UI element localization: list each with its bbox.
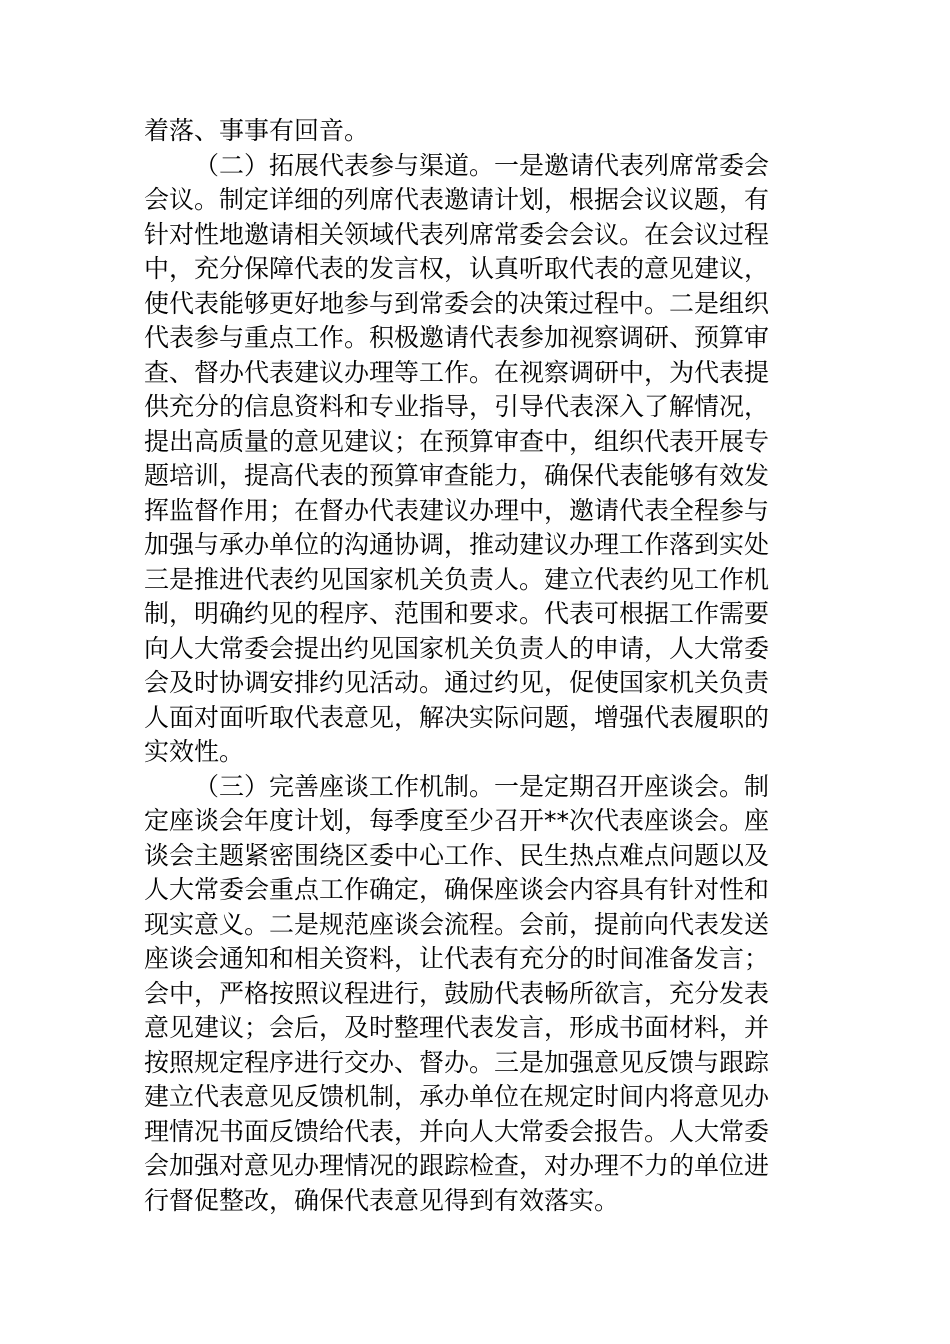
text-line: 人面对面听取代表意见，解决实际问题，增强代表履职的 [144, 702, 770, 732]
text-line: 实效性。 [144, 737, 245, 766]
text-line: 行督促整改，确保代表意见得到有效落实。 [144, 1185, 620, 1215]
text-line: 题培训，提高代表的预算审查能力，确保代表能够有效发 [144, 461, 770, 490]
text-line: 按照规定程序进行交办、督办。三是加强意见反馈与跟踪 [144, 1047, 770, 1077]
text-line: 现实意义。二是规范座谈会流程。会前，提前向代表发送 [144, 909, 770, 939]
text-line: 会及时协调安排约见活动。通过约见，促使国家机关负责 [144, 668, 770, 697]
text-line: 使代表能够更好地参与到常委会的决策过程中。二是组织 [144, 288, 770, 318]
text-line: 会议。制定详细的列席代表邀请计划，根据会议议题，有 [144, 185, 770, 214]
text-line: 三是推进代表约见国家机关负责人。建立代表约见工作机 [144, 564, 770, 594]
paragraph-first-line: （三）完善座谈工作机制。一是定期召开座谈会。制 [194, 771, 770, 801]
paragraph-first-line: （二）拓展代表参与渠道。一是邀请代表列席常委会 [194, 150, 770, 180]
text-line: 加强与承办单位的沟通协调，推动建议办理工作落到实处 [144, 530, 770, 559]
document-body-text [144, 114, 808, 1218]
text-line: 定座谈会年度计划，每季度至少召开**次代表座谈会。座 [144, 806, 770, 835]
text-line: 针对性地邀请相关领域代表列席常委会会议。在会议过程 [144, 219, 770, 249]
text-line: 建立代表意见反馈机制，承办单位在规定时间内将意见办 [144, 1082, 770, 1111]
text-line: 会加强对意见办理情况的跟踪检查，对办理不力的单位进 [144, 1151, 770, 1180]
text-line: 供充分的信息资料和专业指导，引导代表深入了解情况， [144, 392, 770, 421]
text-line: 理情况书面反馈给代表，并向人大常委会报告。人大常委 [144, 1116, 770, 1146]
text-line: 中，充分保障代表的发言权，认真听取代表的意见建议， [144, 254, 770, 283]
text-line: 查、督办代表建议办理等工作。在视察调研中，为代表提 [144, 357, 770, 387]
text-line: 提出高质量的意见建议；在预算审查中，组织代表开展专 [144, 426, 770, 456]
text-line: 座谈会通知和相关资料，让代表有充分的时间准备发言； [144, 944, 770, 973]
text-line: 向人大常委会提出约见国家机关负责人的申请，人大常委 [144, 633, 770, 663]
text-line: 着落、事事有回音。 [144, 116, 370, 145]
text-line: 意见建议；会后，及时整理代表发言，形成书面材料，并 [144, 1013, 770, 1042]
text-line: 谈会主题紧密围绕区委中心工作、民生热点难点问题以及 [144, 840, 770, 870]
text-line: 代表参与重点工作。积极邀请代表参加视察调研、预算审 [144, 323, 770, 352]
text-line: 会中，严格按照议程进行，鼓励代表畅所欲言，充分发表 [144, 978, 770, 1008]
text-line: 挥监督作用；在督办代表建议办理中，邀请代表全程参与 [144, 495, 770, 525]
text-line: 制，明确约见的程序、范围和要求。代表可根据工作需要 [144, 599, 770, 628]
text-line: 人大常委会重点工作确定，确保座谈会内容具有针对性和 [144, 875, 770, 904]
